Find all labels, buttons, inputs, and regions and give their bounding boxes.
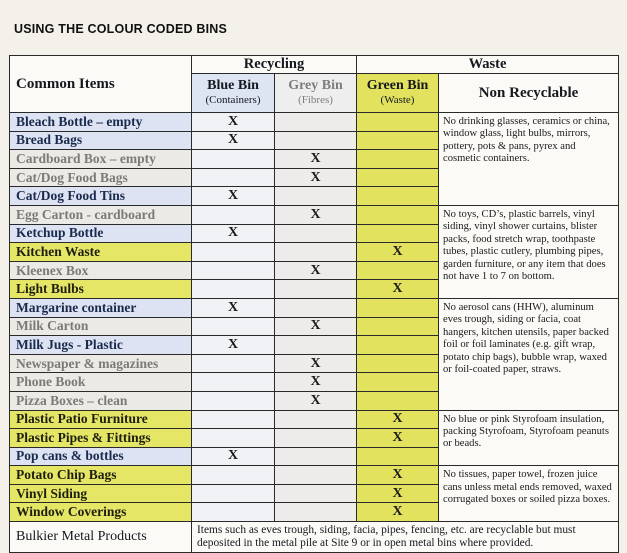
bulk-text: Items such as eves trough, siding, facia, pipes, fencing, etc. are recyclable but must deposited in the metal pile at Site 9 or in open metal bins where provided.: [192, 522, 619, 553]
green-bin-cell: [357, 484, 439, 503]
item-name: Light Bulbs: [10, 280, 192, 299]
green-bin-cell: [357, 243, 439, 262]
bin-mark: X: [227, 299, 239, 315]
green-bin-cell: [357, 187, 439, 206]
item-name: Plastic Pipes & Fittings: [10, 429, 192, 448]
blue-bin-heading: [192, 74, 275, 113]
grey-bin-cell: [275, 317, 357, 336]
green-bin-cell: [357, 317, 439, 336]
blue-bin-cell: [192, 224, 275, 243]
blue-bin-cell: [192, 503, 275, 522]
item-name: Kitchen Waste: [10, 243, 192, 262]
item-name: Kleenex Box: [10, 261, 192, 280]
blue-bin-cell: [192, 429, 275, 448]
bulk-row: [10, 522, 619, 553]
blue-bin-cell: [192, 336, 275, 355]
bin-mark: X: [227, 225, 239, 241]
group-header-row: [10, 56, 619, 74]
grey-bin-cell: [275, 113, 357, 132]
green-bin-cell: [357, 354, 439, 373]
item-name: Egg Carton - cardboard: [10, 205, 192, 224]
item-name: Potato Chip Bags: [10, 466, 192, 485]
non-recyclable-heading: Non Recyclable: [439, 74, 619, 113]
green-bin-cell: [357, 447, 439, 466]
recycling-heading: Recycling: [192, 56, 357, 74]
green-bin-cell: [357, 503, 439, 522]
bin-mark: X: [392, 411, 403, 427]
green-bin-cell: [357, 429, 439, 448]
bin-mark: X: [392, 467, 403, 483]
green-bin-cell: [357, 224, 439, 243]
bin-mark: X: [392, 504, 403, 520]
item-name: Cat/Dog Food Tins: [10, 187, 192, 206]
item-name: Bread Bags: [10, 131, 192, 150]
bin-mark: X: [392, 281, 403, 297]
blue-bin-name: Blue Bin: [207, 78, 259, 93]
blue-bin-cell: [192, 466, 275, 485]
bin-mark: X: [227, 336, 239, 352]
table-row: [10, 205, 619, 224]
blue-bin-cell: [192, 187, 275, 206]
grey-bin-cell: [275, 484, 357, 503]
item-name: Vinyl Siding: [10, 484, 192, 503]
grey-bin-cell: [275, 187, 357, 206]
grey-bin-cell: [275, 410, 357, 429]
bin-mark: X: [392, 243, 403, 259]
green-bin-cell: [357, 410, 439, 429]
grey-bin-cell: [275, 261, 357, 280]
grey-bin-cell: [275, 429, 357, 448]
item-name: Cat/Dog Food Bags: [10, 168, 192, 187]
blue-bin-sub: (Containers): [205, 94, 261, 106]
page-title: USING THE COLOUR CODED BINS: [14, 22, 228, 36]
blue-bin-cell: [192, 447, 275, 466]
blue-bin-cell: [192, 150, 275, 169]
item-name: Window Coverings: [10, 503, 192, 522]
green-bin-cell: [357, 150, 439, 169]
non-recyclable-note: No toys, CD’s, plastic barrels, vinyl siding, vinyl shower curtains, blister packs, food stretch wrap, toothpaste tubes, plastic cutlery, plumbing pipes, garden furniture, or any item that does not have 1 to 7 on bottom.: [439, 205, 619, 298]
bin-mark: X: [310, 262, 321, 278]
blue-bin-cell: [192, 205, 275, 224]
table-row: [10, 113, 619, 132]
green-bin-cell: [357, 168, 439, 187]
table-row: [10, 410, 619, 429]
blue-bin-cell: [192, 373, 275, 392]
non-recyclable-note: No aerosol cans (HHW), aluminum eves trough, siding or facia, coat hangers, kitchen utensils, paper backed foil or foil laminates (e.g. gift wrap, potato chip bags), bubble wrap, waxed or foil-coated paper, straws.: [439, 298, 619, 410]
common-items-heading: Common Items: [10, 56, 192, 113]
grey-bin-cell: [275, 131, 357, 150]
bin-mark: X: [227, 132, 239, 148]
blue-bin-cell: [192, 298, 275, 317]
bin-mark: X: [310, 355, 321, 371]
item-name: Milk Carton: [10, 317, 192, 336]
item-name: Ketchup Bottle: [10, 224, 192, 243]
grey-bin-cell: [275, 466, 357, 485]
bin-mark: X: [227, 113, 239, 129]
non-recyclable-note: No tissues, paper towel, frozen juice cans unless metal ends removed, waxed corrugated boxes or soiled pizza boxes.: [439, 466, 619, 522]
bins-table: [9, 55, 619, 553]
blue-bin-cell: [192, 280, 275, 299]
green-bin-heading: [357, 74, 439, 113]
grey-bin-cell: [275, 243, 357, 262]
grey-bin-cell: [275, 280, 357, 299]
green-bin-cell: [357, 336, 439, 355]
grey-bin-cell: [275, 391, 357, 410]
blue-bin-cell: [192, 261, 275, 280]
bin-mark: X: [310, 392, 321, 408]
blue-bin-cell: [192, 391, 275, 410]
item-name: Plastic Patio Furniture: [10, 410, 192, 429]
bin-mark: X: [227, 448, 239, 464]
grey-bin-cell: [275, 205, 357, 224]
grey-bin-cell: [275, 168, 357, 187]
item-name: Milk Jugs - Plastic: [10, 336, 192, 355]
bulk-label: Bulkier Metal Products: [10, 522, 192, 553]
grey-bin-cell: [275, 503, 357, 522]
grey-bin-cell: [275, 336, 357, 355]
bin-mark: X: [392, 485, 403, 501]
bin-mark: X: [310, 169, 321, 185]
green-bin-cell: [357, 280, 439, 299]
grey-bin-cell: [275, 447, 357, 466]
green-bin-cell: [357, 373, 439, 392]
blue-bin-cell: [192, 243, 275, 262]
blue-bin-cell: [192, 168, 275, 187]
grey-bin-cell: [275, 354, 357, 373]
grey-bin-sub: (Fibres): [298, 94, 333, 106]
bin-mark: X: [310, 318, 321, 334]
blue-bin-cell: [192, 354, 275, 373]
blue-bin-cell: [192, 113, 275, 132]
grey-bin-cell: [275, 150, 357, 169]
green-bin-cell: [357, 131, 439, 150]
grey-bin-name: Grey Bin: [288, 78, 343, 93]
bin-mark: X: [227, 188, 239, 204]
blue-bin-cell: [192, 410, 275, 429]
green-bin-name: Green Bin: [366, 78, 429, 93]
green-bin-cell: [357, 466, 439, 485]
item-name: Cardboard Box – empty: [10, 150, 192, 169]
item-name: Pizza Boxes – clean: [10, 391, 192, 410]
non-recyclable-note: No blue or pink Styrofoam insulation, packing Styrofoam, Styrofoam peanuts or beads.: [439, 410, 619, 466]
green-bin-cell: [357, 205, 439, 224]
non-recyclable-note: No drinking glasses, ceramics or china, window glass, light bulbs, mirrors, pottery, pots & pans, pyrex and cosmetic containers.: [439, 113, 619, 206]
green-bin-cell: [357, 391, 439, 410]
waste-heading: Waste: [357, 56, 619, 74]
item-name: Margarine container: [10, 298, 192, 317]
item-name: Phone Book: [10, 373, 192, 392]
bin-mark: X: [392, 429, 403, 445]
green-bin-cell: [357, 261, 439, 280]
bin-mark: X: [310, 374, 321, 390]
blue-bin-cell: [192, 484, 275, 503]
green-bin-sub: (Waste): [380, 94, 415, 106]
green-bin-cell: [357, 298, 439, 317]
item-name: Newspaper & magazines: [10, 354, 192, 373]
item-name: Pop cans & bottles: [10, 447, 192, 466]
bin-mark: X: [310, 150, 321, 166]
blue-bin-cell: [192, 131, 275, 150]
grey-bin-cell: [275, 373, 357, 392]
grey-bin-heading: [275, 74, 357, 113]
bin-mark: X: [310, 206, 321, 222]
grey-bin-cell: [275, 298, 357, 317]
table-row: [10, 466, 619, 485]
item-name: Bleach Bottle – empty: [10, 113, 192, 132]
grey-bin-cell: [275, 224, 357, 243]
blue-bin-cell: [192, 317, 275, 336]
table-row: [10, 298, 619, 317]
green-bin-cell: [357, 113, 439, 132]
